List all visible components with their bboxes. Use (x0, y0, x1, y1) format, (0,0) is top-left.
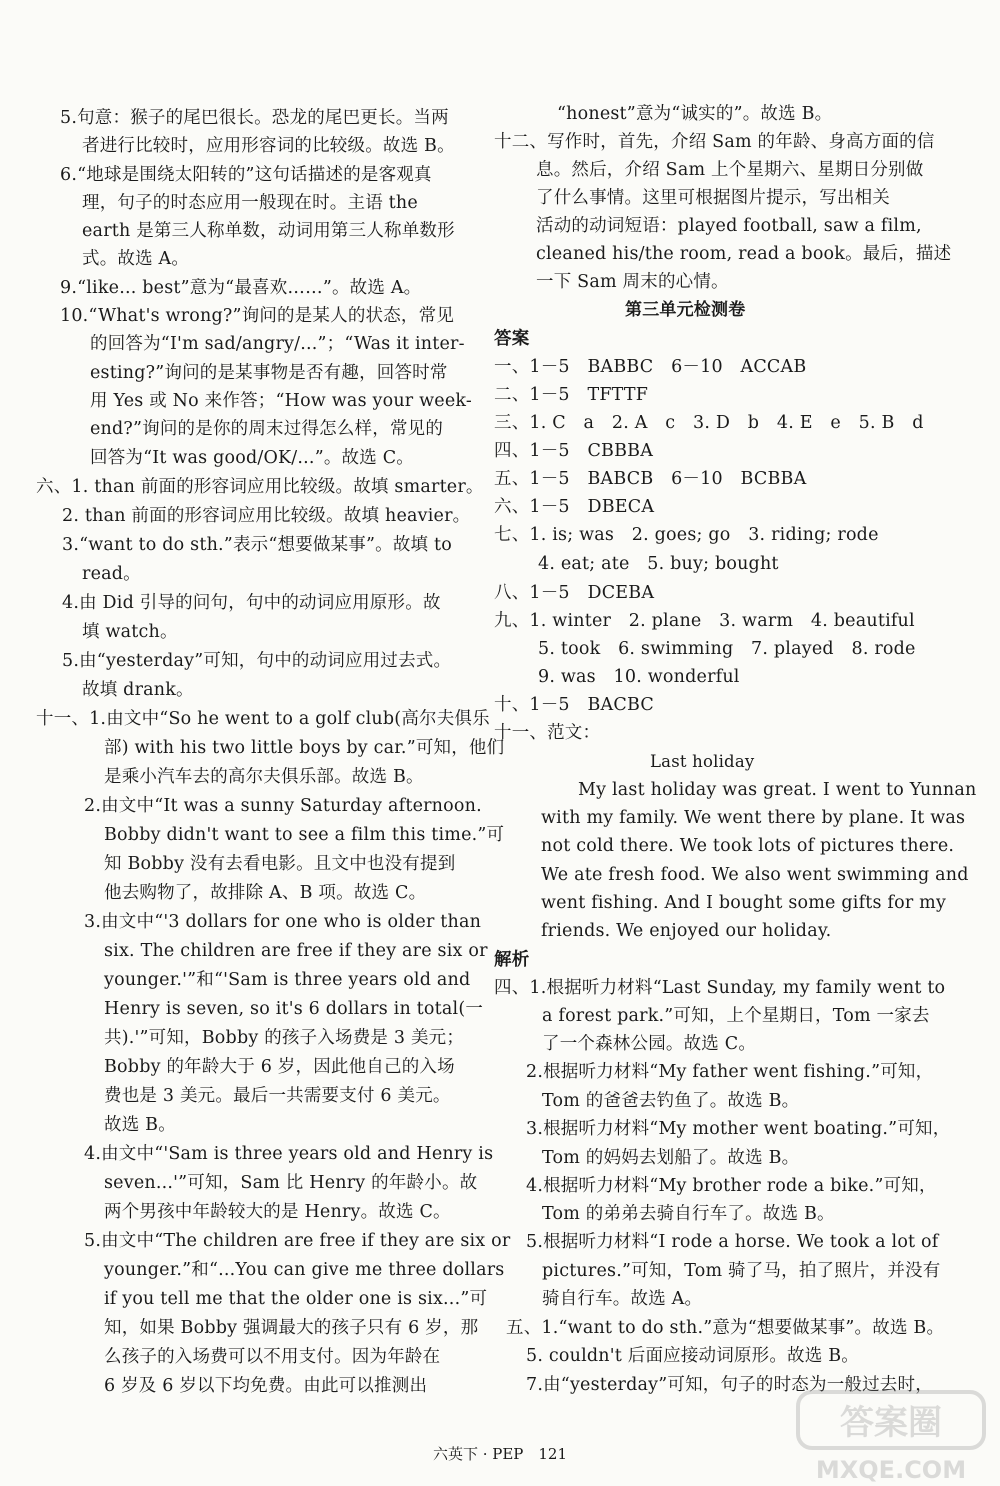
text-line: not cold there. We took lots of pictures there. (541, 836, 955, 856)
text-line: 9. was 10. wonderful (538, 667, 740, 687)
text-line: 用 Yes 或 No 来作答；“How was your week- (90, 391, 473, 411)
text-line: We ate fresh food. We also went swimming and (541, 865, 969, 885)
text-line: 6.“地球是围绕太阳转的”这句话描述的是客观真 (60, 165, 432, 185)
text-line: esting?”询问的是某事物是否有趣，回答时常 (90, 363, 448, 383)
text-line: six. The children are free if they are six or (104, 941, 488, 961)
text-line: 六、1. than 前面的形容词应用比较级。故填 smarter。 (36, 477, 484, 497)
text-line: 五、1－5 BABCB 6－10 BCBBA (494, 469, 807, 489)
text-line: 三、1. C a 2. A c 3. D b 4. E e 5. B d (494, 413, 924, 433)
watermark-url: MXQE.COM (815, 1456, 967, 1484)
answers-heading: 答案 (494, 329, 530, 349)
analysis-heading: 解析 (494, 950, 530, 970)
text-line: earth 是第三人称单数，动词用第三人称单数形 (82, 221, 455, 241)
text-line: 部) with his two little boys by car.”可知，他们 (104, 738, 505, 758)
text-line: 四、1－5 CBBBA (494, 441, 654, 461)
text-line: 2.由文中“It was a sunny Saturday afternoon. (84, 796, 482, 816)
text-line: younger.”和“...You can give me three dollars (104, 1260, 505, 1280)
text-line: 4.由 Did 引导的问句，句中的动词应用原形。故 (62, 593, 441, 613)
text-line: cleaned his/the room, read a book。最后，描述 (536, 244, 952, 264)
text-line: 7.由“yesterday”可知，句子的时态为一般过去时， (526, 1375, 933, 1395)
text-line: 共).'”可知，Bobby 的孩子入场费是 3 美元； (104, 1028, 465, 1048)
text-line: 5.句意：猴子的尾巴很长。恐龙的尾巴更长。当两 (60, 108, 449, 128)
text-line: Tom 的弟弟去骑自行车了。故选 B。 (542, 1204, 835, 1224)
text-line: 六、1－5 DBECA (494, 497, 655, 517)
text-line: 十一、范文： (494, 723, 601, 743)
text-line: 知，如果 Bobby 强调最大的孩子只有 6 岁，那 (104, 1318, 479, 1338)
text-line: 是乘小汽车去的高尔夫俱乐部。故选 B。 (104, 767, 424, 787)
text-line: 一下 Sam 周末的心情。 (536, 272, 729, 292)
text-line: 知 Bobby 没有去看电影。且文中也没有提到 (104, 854, 456, 874)
text-line: 4. eat; ate 5. buy; bought (538, 554, 779, 574)
text-line: 了什么事情。这里可根据图片提示，写出相关 (536, 188, 890, 208)
text-line: Bobby didn't want to see a film this time.”可 (104, 825, 505, 845)
text-line: 回答为“It was good/OK/...”。故选 C。 (90, 448, 414, 468)
text-line: 3.根据听力材料“My mother went boating.”可知， (526, 1119, 951, 1139)
text-line: “honest”意为“诚实的”。故选 B。 (557, 104, 833, 124)
text-line: 五、1.“want to do sth.”意为“想要做某事”。故选 B。 (506, 1318, 945, 1338)
text-line: 十一、1.由文中“So he went to a golf club(高尔夫俱乐 (36, 709, 490, 729)
text-line: 5.由“yesterday”可知，句中的动词应用过去式。 (62, 651, 452, 671)
text-line: pictures.”可知，Tom 骑了马，拍了照片，并没有 (542, 1261, 941, 1281)
text-line: 八、1－5 DCEBA (494, 583, 655, 603)
text-line: Bobby 的年龄大于 6 岁，因此他自己的入场 (104, 1057, 455, 1077)
text-line: 骑自行车。故选 A。 (542, 1289, 703, 1309)
text-line: 2. than 前面的形容词应用比较级。故填 heavier。 (62, 506, 471, 526)
text-line: seven...'”可知，Sam 比 Henry 的年龄小。故 (104, 1173, 478, 1193)
text-line: 了一个森林公园。故选 C。 (542, 1034, 757, 1054)
text-line: 二、1－5 TFTTF (494, 385, 649, 405)
text-line: if you tell me that the older one is six...”可 (104, 1289, 488, 1309)
essay-title: Last holiday (650, 752, 755, 771)
text-line: 填 watch。 (82, 622, 178, 642)
text-line: 式。故选 A。 (82, 249, 190, 269)
text-line: Henry is seven, so it's 6 dollars in total(一 (104, 999, 484, 1019)
text-line: 九、1. winter 2. plane 3. warm 4. beautiful (494, 611, 915, 631)
text-line: 3.“want to do sth.”表示“想要做某事”。故填 to (62, 535, 452, 555)
text-line: 故填 drank。 (82, 680, 194, 700)
text-line: went fishing. And I bought some gifts for my (541, 893, 947, 913)
text-line: My last holiday was great. I went to Yunnan (578, 780, 977, 800)
text-line: with my family. We went there by plane. It was (541, 808, 966, 828)
text-line: 者进行比较时，应用形容词的比较级。故选 B。 (82, 136, 455, 156)
text-line: 6 岁及 6 岁以下均免费。由此可以推测出 (104, 1376, 428, 1396)
text-line: 息。然后，介绍 Sam 上个星期六、星期日分别做 (536, 160, 924, 180)
text-line: 两个男孩中年龄较大的是 Henry。故选 C。 (104, 1202, 451, 1222)
text-line: 故选 B。 (104, 1115, 176, 1135)
text-line: 3.由文中“'3 dollars for one who is older than (84, 912, 482, 932)
text-line: 4.根据听力材料“My brother rode a bike.”可知， (526, 1176, 937, 1196)
text-line: 么孩子的入场费可以不用支付。因为年龄在 (104, 1347, 441, 1367)
text-line: Tom 的妈妈去划船了。故选 B。 (542, 1148, 800, 1168)
text-line: 十二、写作时，首先，介绍 Sam 的年龄、身高方面的信 (494, 132, 935, 152)
text-line: friends. We enjoyed our holiday. (541, 921, 832, 941)
text-line: 十、1－5 BACBC (494, 695, 654, 715)
text-line: younger.'”和“'Sam is three years old and (104, 970, 471, 990)
text-line: 的回答为“I'm sad/angry/...”；“Was it inter- (90, 334, 465, 354)
text-line: read。 (82, 564, 141, 584)
text-line: Tom 的爸爸去钓鱼了。故选 B。 (542, 1091, 800, 1111)
text-line: 他去购物了，故排除 A、B 项。故选 C。 (104, 883, 427, 903)
text-line: 费也是 3 美元。最后一共需要支付 6 美元。 (104, 1086, 451, 1106)
text-line: 4.由文中“'Sam is three years old and Henry is (84, 1144, 494, 1164)
watermark-text: 答案圈 (840, 1403, 942, 1443)
text-line: a forest park.”可知，上个星期日，Tom 一家去 (542, 1006, 930, 1026)
text-line: 活动的动词短语：played football, saw a film, (536, 216, 922, 236)
text-line: end?”询问的是你的周末过得怎么样，常见的 (90, 419, 444, 439)
text-line: 5. couldn't 后面应接动词原形。故选 B。 (526, 1346, 859, 1366)
text-line: 2.根据听力材料“My father went fishing.”可知， (526, 1062, 934, 1082)
text-line: 5.根据听力材料“I rode a horse. We took a lot of (526, 1232, 939, 1252)
text-line: 四、1.根据听力材料“Last Sunday, my family went to (494, 978, 946, 998)
text-line: 10.“What's wrong?”询问的是某人的状态，常见 (60, 306, 455, 326)
section-title: 第三单元检测卷 (625, 300, 746, 320)
text-line: 5.由文中“The children are free if they are six or (84, 1231, 511, 1251)
page-footer: 六英下 · PEP 121 (432, 1445, 568, 1463)
text-line: 5. took 6. swimming 7. played 8. rode (538, 639, 916, 659)
text-line: 理，句子的时态应用一般现在时。主语 the (82, 193, 418, 213)
text-line: 一、1－5 BABBC 6－10 ACCAB (494, 357, 807, 377)
text-line: 七、1. is; was 2. goes; go 3. riding; rode (494, 525, 879, 545)
text-line: 9.“like... best”意为“最喜欢……”。故选 A。 (60, 278, 422, 298)
watermark-logo (796, 1390, 986, 1485)
